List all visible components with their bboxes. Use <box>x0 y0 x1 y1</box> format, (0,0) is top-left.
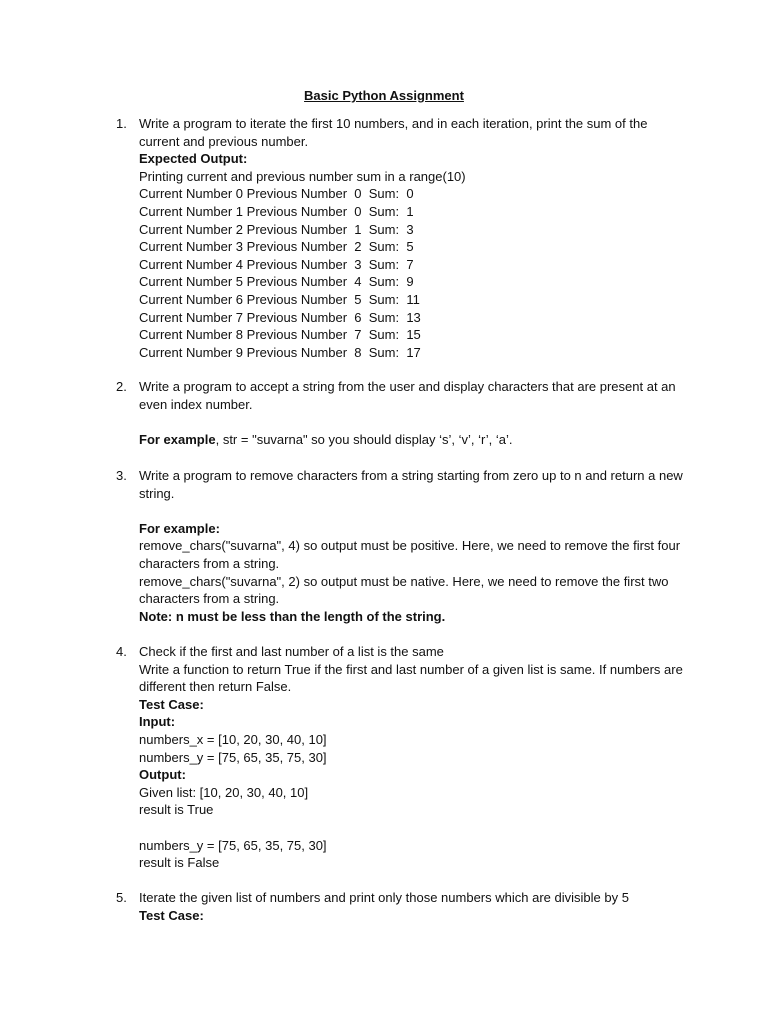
item-number: 3. <box>116 468 127 483</box>
item-content <box>139 115 684 361</box>
output-line: Current Number 8 Previous Number 7 Sum: 15 <box>139 327 421 343</box>
item-content <box>139 643 684 872</box>
test-case-label: Test Case: <box>139 696 204 712</box>
output-line: Current Number 7 Previous Number 6 Sum: 13 <box>139 309 421 325</box>
page-title: Basic Python Assignment <box>304 88 464 103</box>
example-label: For example <box>139 431 216 447</box>
expected-output-heading: Expected Output: <box>139 151 248 167</box>
item-content <box>139 889 684 924</box>
output-line: Current Number 6 Previous Number 5 Sum: 11 <box>139 291 420 307</box>
code-line: numbers_y = [75, 65, 35, 75, 30] <box>139 749 327 765</box>
item-number: 2. <box>116 379 127 394</box>
item-number: 4. <box>116 644 127 659</box>
output-line: Current Number 2 Previous Number 1 Sum: 3 <box>139 221 414 237</box>
output-intro: Printing current and previous number sum in a range(10) <box>139 168 466 184</box>
spacer <box>139 502 684 520</box>
item-content <box>139 378 684 448</box>
output-line: Current Number 0 Previous Number 0 Sum: 0 <box>139 186 414 202</box>
code-line: numbers_y = [75, 65, 35, 75, 30] <box>139 837 327 853</box>
spacer <box>139 413 684 431</box>
result-line: result is True <box>139 802 214 818</box>
item-text: Write a program to accept a string from the user and display characters that are present at an even index number. <box>139 379 676 412</box>
note-text: Note: n must be less than the length of the string. <box>139 608 446 624</box>
input-label: Input: <box>139 714 176 730</box>
item-text: Write a program to remove characters from a string starting from zero up to n and return a new string. <box>139 468 683 501</box>
example-line <box>139 431 684 449</box>
code-line: Given list: [10, 20, 30, 40, 10] <box>139 784 309 800</box>
code-line: numbers_x = [10, 20, 30, 40, 10] <box>139 731 327 747</box>
item-number: 5. <box>116 890 127 905</box>
item-text: Iterate the given list of numbers and print only those numbers which are divisible by 5 <box>139 890 629 905</box>
test-case-label: Test Case: <box>139 907 204 923</box>
example-text: remove_chars("suvarna", 4) so output must be positive. Here, we need to remove the first four characters from a string. <box>139 538 681 571</box>
spacer <box>139 819 684 837</box>
example-text: , str = "suvarna" so you should display ‘s’, ‘v’, ‘r’, ‘a’. <box>215 431 513 447</box>
output-line: Current Number 3 Previous Number 2 Sum: 5 <box>139 239 414 255</box>
output-line: Current Number 1 Previous Number 0 Sum: 1 <box>139 203 414 219</box>
item-content <box>139 467 684 625</box>
output-line: Current Number 9 Previous Number 8 Sum: 17 <box>139 344 421 360</box>
item-text: Write a program to iterate the first 10 numbers, and in each iteration, print the sum of the current and previous number. <box>139 116 648 149</box>
result-line: result is False <box>139 855 220 871</box>
item-text: Write a function to return True if the first and last number of a given list is same. If numbers are different then return False. <box>139 661 683 695</box>
example-heading: For example: <box>139 520 220 536</box>
item-number: 1. <box>116 116 127 131</box>
item-text: Check if the first and last number of a list is the same <box>139 644 444 659</box>
output-line: Current Number 4 Previous Number 3 Sum: 7 <box>139 256 414 272</box>
output-label: Output: <box>139 767 186 783</box>
output-line: Current Number 5 Previous Number 4 Sum: 9 <box>139 274 414 290</box>
example-text: remove_chars("suvarna", 2) so output must be native. Here, we need to remove the first two characters from a string. <box>139 573 669 607</box>
